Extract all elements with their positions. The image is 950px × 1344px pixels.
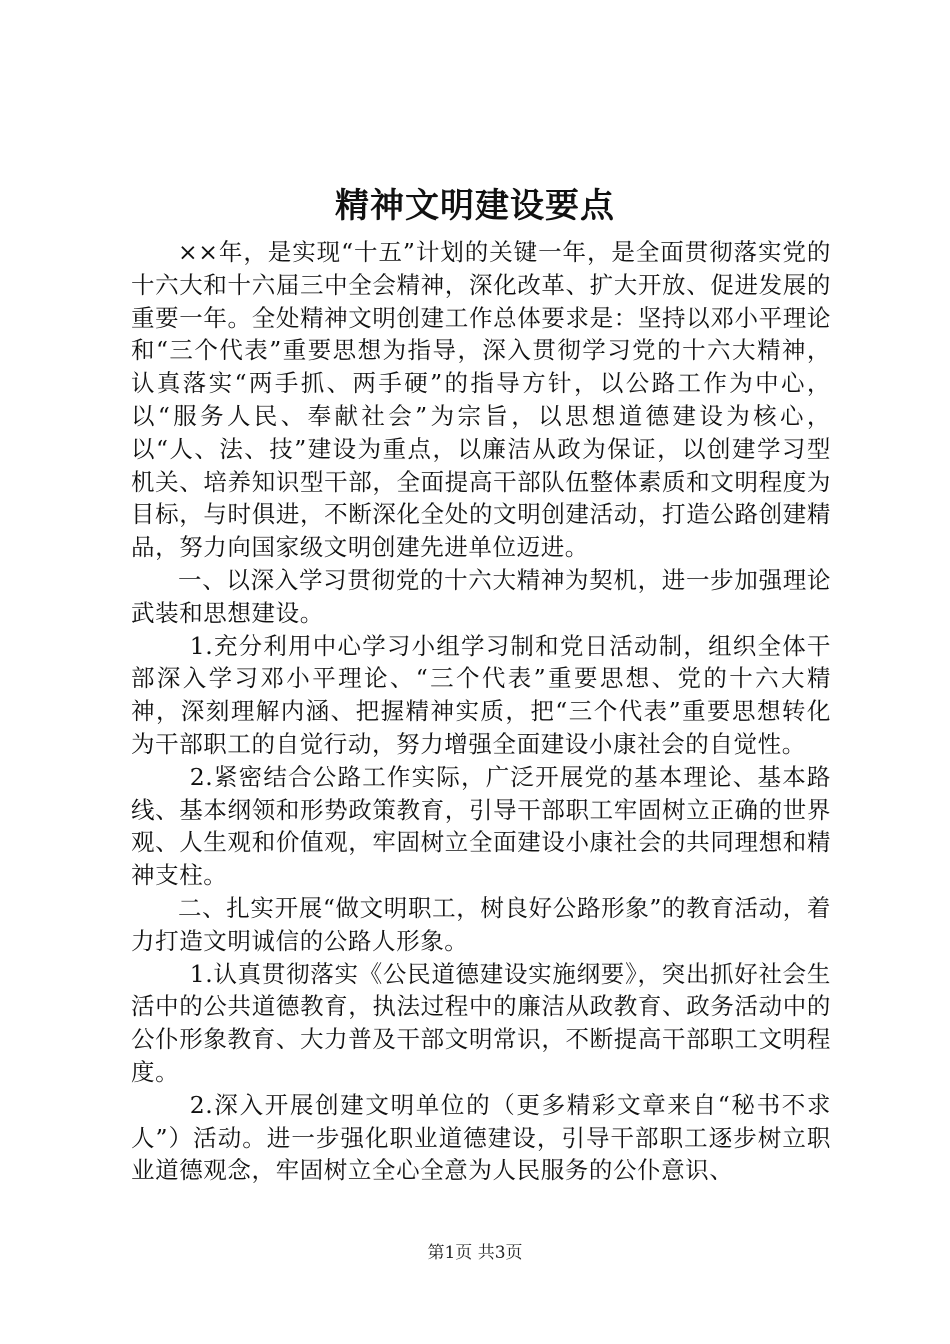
intro-paragraph: ××年，是实现“十五”计划的关键一年，是全面贯彻落实党的十六大和十六届三中全会精神，深化改革、扩大开放、促进发展的重要一年。全处精神文明创建工作总体要求是：坚持以邓小平理论和“三个代表”重要思想为指导，深入贯彻学习党的十六大精神，认真落实“两手抓、两手硬”的指导方针，以公路工作为中心，以“服务人民、奉献社会”为宗旨，以思想道德建设为核心，以“人、法、技”建设为重点，以廉洁从政为保证，以创建学习型机关、培养知识型干部，全面提高干部队伍整体素质和文明程度为目标，与时俱进，不断深化全处的文明创建活动，打造公路创建精品，努力向国家级文明创建先进单位迈进。 bbox=[131, 238, 831, 562]
document-body bbox=[131, 236, 831, 1187]
document-title: 精神文明建设要点 bbox=[335, 186, 615, 226]
section-2-item-2: 2.深入开展创建文明单位的（更多精彩文章来自“秘书不求人”）活动。进一步强化职业道德建设，引导干部职工逐步树立职业道德观念，牢固树立全心全意为人民服务的公仆意识、 bbox=[131, 1090, 831, 1185]
page-number-footer: 第1页 共3页 bbox=[427, 1243, 523, 1263]
section-heading-1: 一、以深入学习贯彻党的十六大精神为契机，进一步加强理论武装和思想建设。 bbox=[131, 565, 831, 627]
section-2-item-1: 1.认真贯彻落实《公民道德建设实施纲要》，突出抓好社会生活中的公共道德教育，执法过程中的廉洁从政教育、政务活动中的公仆形象教育、大力普及干部文明常识，不断提高干部职工文明程度。 bbox=[131, 959, 831, 1086]
section-1-item-2: 2.紧密结合公路工作实际，广泛开展党的基本理论、基本路线、基本纲领和形势政策教育，引导干部职工牢固树立正确的世界观、人生观和价值观，牢固树立全面建设小康社会的共同理想和精神支柱。 bbox=[131, 762, 831, 890]
section-1-item-1: 1.充分利用中心学习小组学习制和党日活动制，组织全体干部深入学习邓小平理论、“三个代表”重要思想、党的十六大精神，深刻理解内涵、把握精神实质，把“三个代表”重要思想转化为干部职工的自觉行动，努力增强全面建设小康社会的自觉性。 bbox=[131, 631, 831, 758]
section-heading-2: 二、扎实开展“做文明职工，树良好公路形象”的教育活动，着力打造文明诚信的公路人形象。 bbox=[131, 893, 831, 955]
